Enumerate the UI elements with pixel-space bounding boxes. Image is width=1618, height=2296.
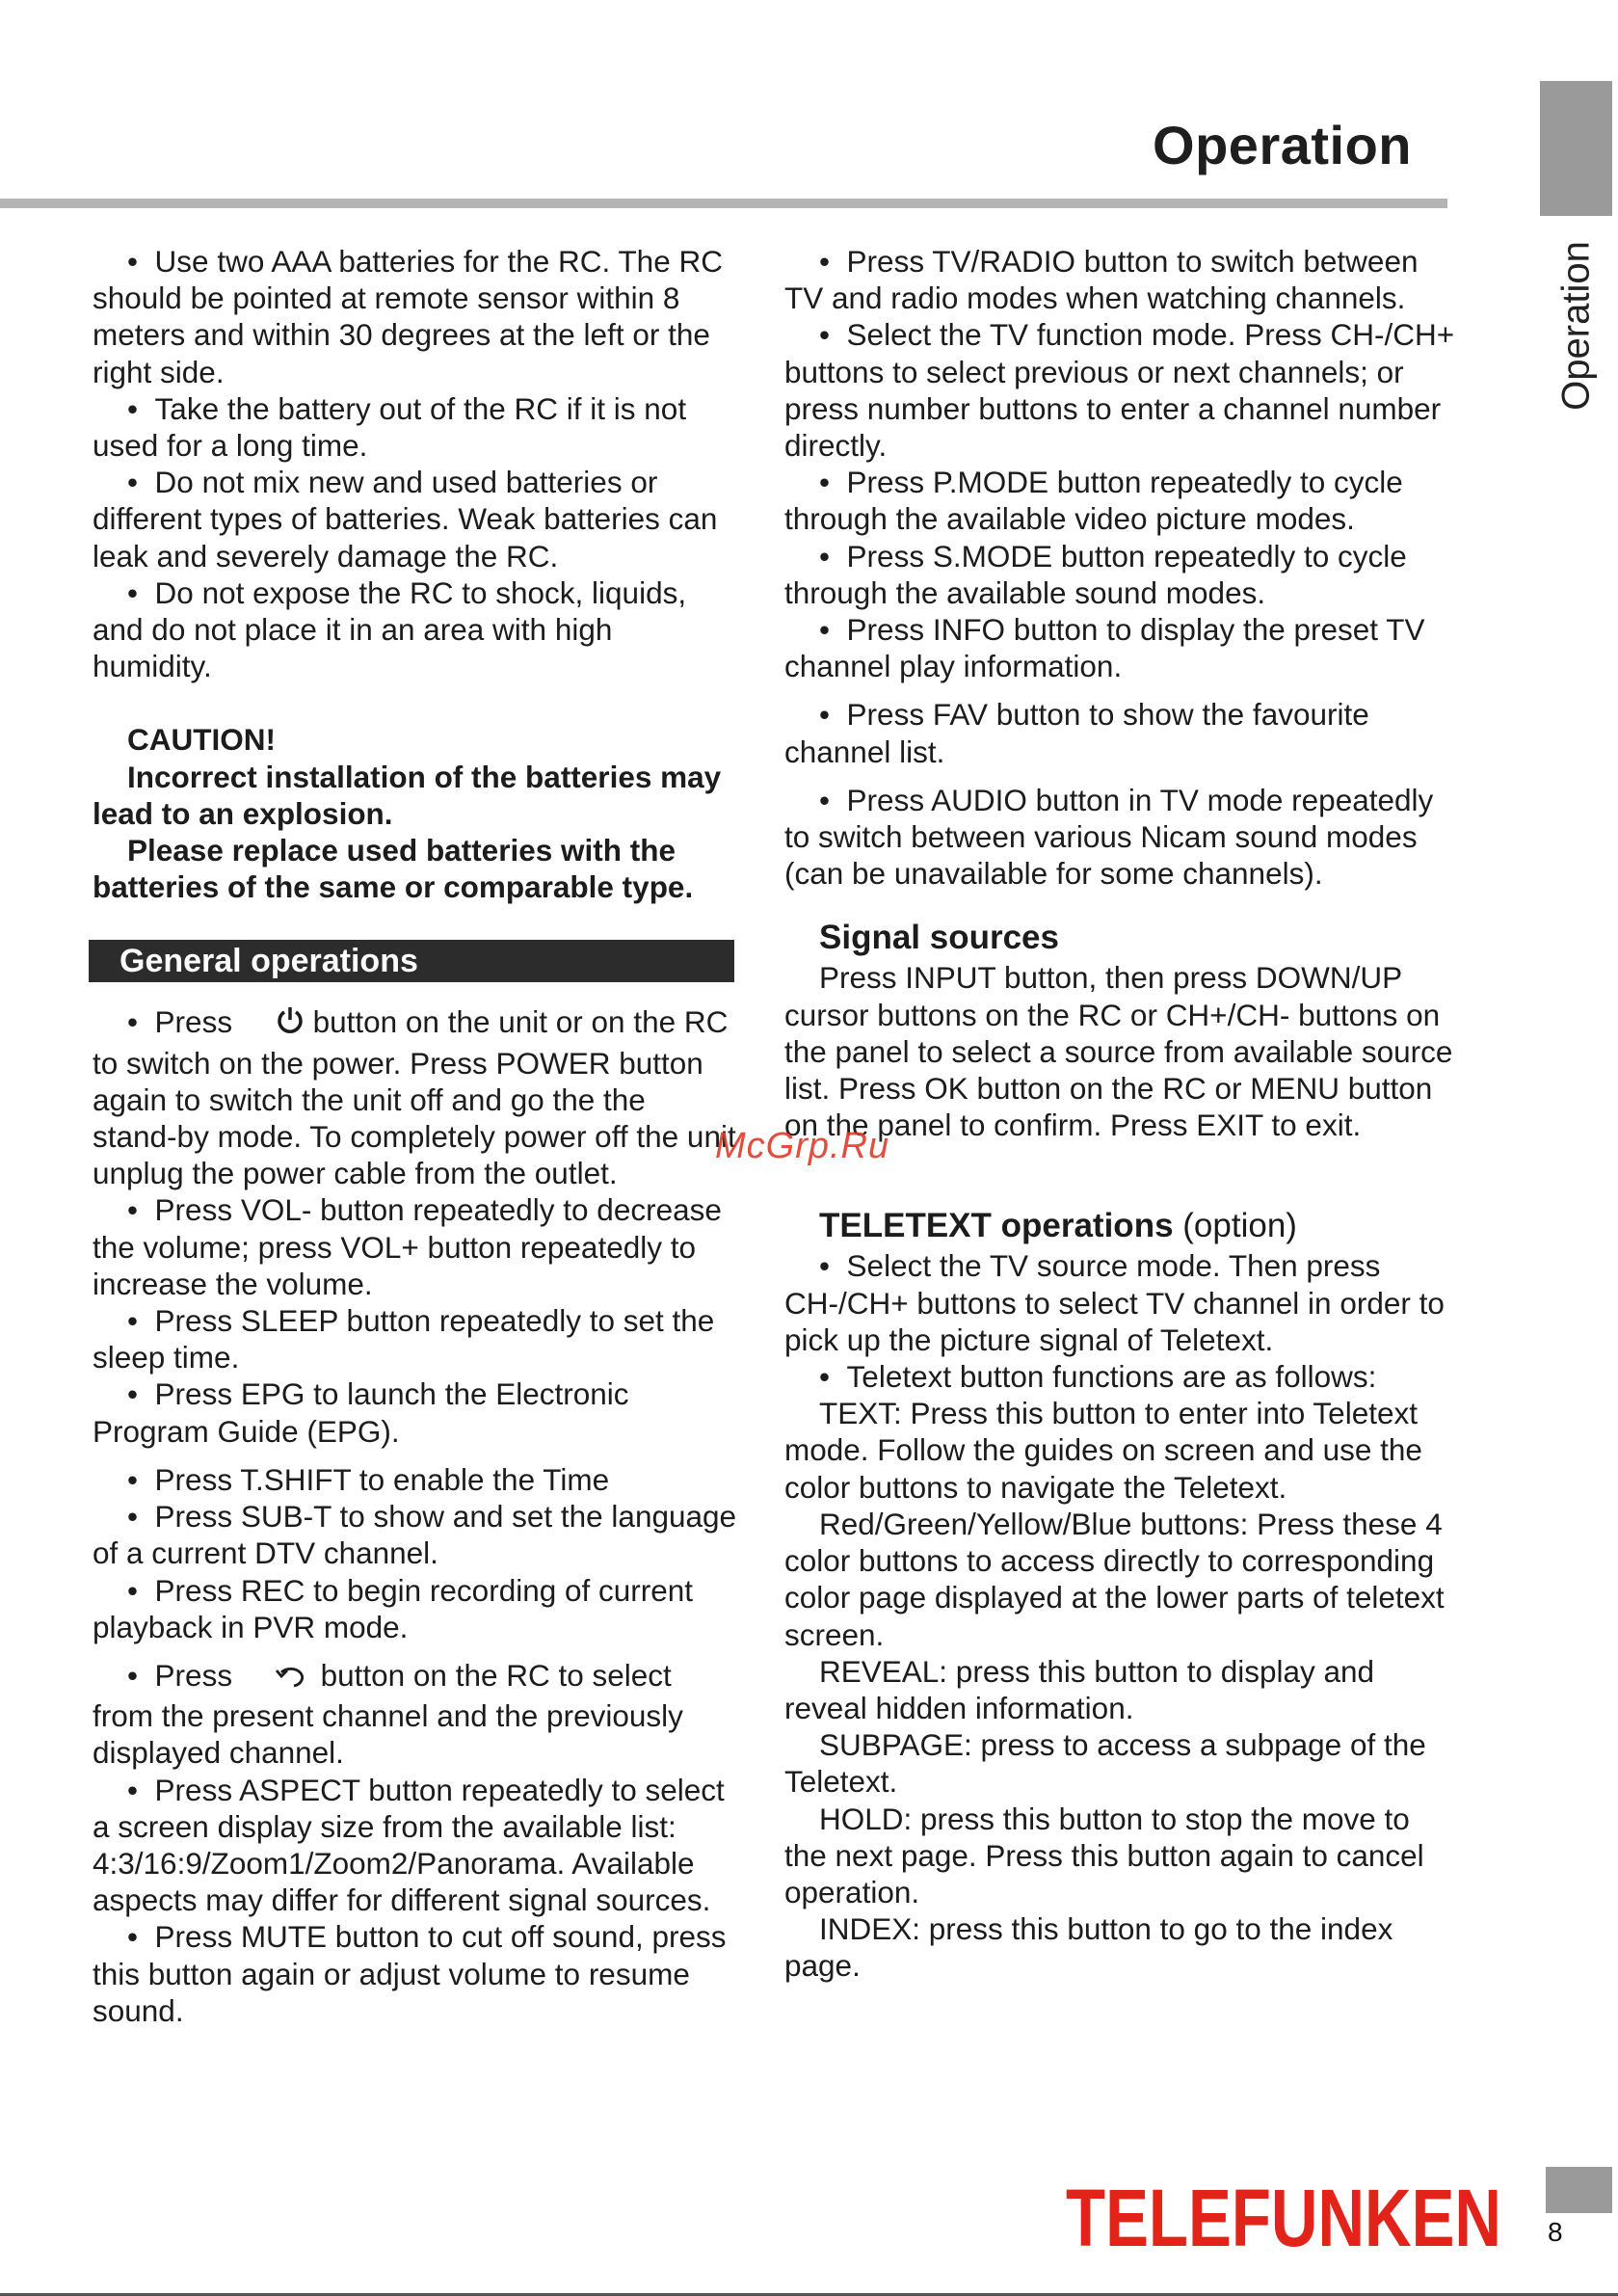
op-power: [93, 1003, 738, 1191]
teletext-bullet-2: • Teletext button functions are as follows:: [784, 1358, 1459, 1395]
op-aspect: • Press ASPECT button repeatedly to select a screen display size from the available list: 4:3/16:9/Zoom1/Zoom2/Panorama. Available aspects may differ for different signal sources.: [93, 1772, 738, 1919]
teletext-text-item: TEXT: Press this button to enter into Teletext mode. Follow the guides on screen and use the color buttons to navigate the Teletext.: [784, 1396, 1422, 1505]
title-rule: [0, 199, 1447, 208]
teletext-reveal-item: REVEAL: press this button to display and reveal hidden information.: [784, 1653, 1375, 1725]
op-sleep: • Press SLEEP button repeatedly to set the sleep time.: [93, 1302, 738, 1375]
op-subt: • Press SUB-T to show and set the language of a current DTV channel.: [93, 1498, 738, 1571]
teletext-title: TELETEXT operations: [819, 1207, 1174, 1245]
page-number: 8: [1548, 2217, 1563, 2247]
telefunken-logo-text: TELEFUNKEN: [1066, 2176, 1501, 2254]
op-recall-text-a: Press: [154, 1657, 241, 1693]
recall-icon: [241, 1661, 312, 1697]
op-epg: • Press EPG to launch the Electronic Program Guide (EPG).: [93, 1375, 738, 1449]
page-number-tab: [1546, 2167, 1612, 2213]
battery-note-3: • Do not mix new and used batteries or different types of batteries. Weak batteries can leak and severely damage the RC.: [93, 464, 738, 574]
power-icon: [241, 1005, 305, 1044]
battery-note-4: • Do not expose the RC to shock, liquids, and do not place it in an area with high humidity.: [93, 574, 738, 685]
op-power-text-a: Press: [154, 1004, 241, 1040]
left-column: [93, 243, 738, 2029]
telefunken-logo: [1064, 2176, 1503, 2254]
op-tv-mode: • Select the TV function mode. Press CH-/CH+ buttons to select previous or next channels; or press number buttons to enter a channel number directly.: [784, 316, 1459, 464]
teletext-bullet-1: • Select the TV source mode. Then press CH-/CH+ buttons to select TV channel in order to pick up the picture signal of Teletext.: [784, 1247, 1459, 1358]
op-volume: • Press VOL- button repeatedly to decrease the volume; press VOL+ button repeatedly to increase the volume.: [93, 1191, 738, 1302]
op-info: • Press INFO button to display the preset TV channel play information.: [784, 611, 1459, 684]
side-section-label-text: Operation: [1554, 241, 1597, 411]
op-audio: • Press AUDIO button in TV mode repeatedly to switch between various Nicam sound modes (can be unavailable for some channels).: [784, 782, 1459, 893]
side-section-label: [1540, 239, 1612, 413]
teletext-subpage-item: SUBPAGE: press to access a subpage of the Teletext.: [784, 1727, 1426, 1800]
op-tshift: • Press T.SHIFT to enable the Time: [93, 1461, 738, 1498]
watermark: McGrp.Ru: [715, 1126, 890, 1166]
caution-title: CAUTION!: [127, 722, 276, 758]
op-smode: • Press S.MODE button repeatedly to cycle through the available sound modes.: [784, 538, 1459, 611]
teletext-heading: [784, 1205, 1459, 1247]
signal-sources-text: Press INPUT button, then press DOWN/UP cursor buttons on the RC or CH+/CH- buttons on the panel to select a source from available source list. Press OK button on the RC or MENU button on the panel to confirm. Press EXIT to exit.: [784, 960, 1453, 1143]
op-tv-radio: • Press TV/RADIO button to switch between TV and radio modes when watching channels.: [784, 243, 1459, 316]
teletext-hold-item: HOLD: press this button to stop the move to the next page. Press this button again to cancel operation.: [784, 1801, 1424, 1909]
teletext-color-item: Red/Green/Yellow/Blue buttons: Press these 4 color buttons to access directly to corresponding color page displayed at the lower parts of teletext screen.: [784, 1506, 1445, 1652]
battery-note-2: • Take the battery out of the RC if it is not used for a long time.: [93, 390, 738, 464]
op-recall: [93, 1657, 738, 1772]
caution-line-2: Please replace used batteries with the batteries of the same or comparable type.: [93, 833, 694, 905]
op-recall-text-b: button on the RC to select from the present channel and the previously displayed channel.: [93, 1657, 683, 1771]
side-tab-marker: [1540, 81, 1612, 216]
op-mute: • Press MUTE button to cut off sound, press this button again or adjust volume to resume sound.: [93, 1918, 738, 2029]
op-rec: • Press REC to begin recording of current playback in PVR mode.: [93, 1572, 738, 1645]
general-operations-heading: General operations: [89, 940, 734, 982]
caution-line-1: Incorrect installation of the batteries may lead to an explosion.: [93, 759, 722, 831]
op-pmode: • Press P.MODE button repeatedly to cycle through the available video picture modes.: [784, 464, 1459, 537]
right-column: [784, 243, 1459, 1985]
signal-sources-heading: Signal sources: [819, 919, 1059, 957]
op-power-text-b: button on the unit or on the RC to switch on the power. Press POWER button again to switch the unit off and go the the stand-by mode. To completely power off the unit unplug the power cable from the outlet.: [93, 1004, 736, 1191]
battery-note-1: • Use two AAA batteries for the RC. The RC should be pointed at remote sensor within 8 meters and within 30 degrees at the left or the right side.: [93, 243, 738, 390]
teletext-index-item: INDEX: press this button to go to the index page.: [784, 1911, 1393, 1984]
teletext-option: (option): [1173, 1207, 1297, 1245]
page-title: Operation: [1153, 115, 1412, 175]
caution-block: [93, 721, 738, 905]
op-fav: • Press FAV button to show the favourite channel list.: [784, 696, 1459, 769]
